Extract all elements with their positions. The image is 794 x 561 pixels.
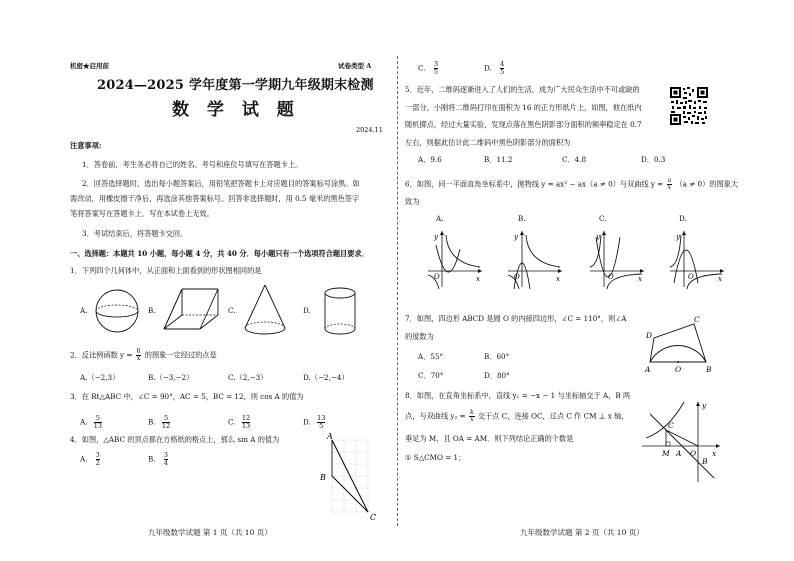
q4-d-den: 5 xyxy=(500,67,505,76)
q6a-axis-y: y xyxy=(434,233,438,241)
q8-line2-b: 交于点 C，连接 OC，过点 C 作 CM ⊥ x 轴， xyxy=(477,411,629,421)
q4-option-a xyxy=(80,452,100,467)
q3-a-frac xyxy=(94,415,102,430)
q6b-axis-y: y xyxy=(514,233,518,241)
q6b-axis-x: x xyxy=(556,275,560,283)
prism-figure xyxy=(160,285,222,337)
q4-b-label: B. xyxy=(148,454,156,464)
q8-fig-label-c: C xyxy=(668,421,674,430)
q3-d-label: D. xyxy=(303,417,311,427)
q3-a-den: 13 xyxy=(93,421,103,430)
q2-fraction-den: x xyxy=(136,355,141,362)
q6a-axis-x: x xyxy=(476,275,480,283)
q3-d-frac xyxy=(317,415,325,430)
page-divider xyxy=(397,56,398,526)
q4-a-num: 3 xyxy=(95,451,100,459)
q6-line-2: 致为 xyxy=(405,197,420,206)
q8-fig-label-x: x xyxy=(712,449,717,458)
q1-option-a-label: A. xyxy=(80,306,88,315)
q7-option-d: D．80° xyxy=(484,371,510,380)
q6-line1-a: 6．如图，同一平面直角坐标系中，抛物线 y = ax² − ax（a ≠ 0）与双曲线 y = xyxy=(405,179,664,189)
q4-a-label: A. xyxy=(80,454,88,464)
q4-a-den: 2 xyxy=(95,458,100,467)
q6-line-1 xyxy=(405,178,738,191)
section-heading: 一、选择题：本题共 10 小题，每小题 4 分，共 40 分．每小题只有一个选项符合题目要求． xyxy=(70,249,369,258)
q7-option-a: A．55° xyxy=(418,352,444,361)
q7-line-2: 的度数为 xyxy=(405,332,434,341)
q3-b-den: 12 xyxy=(161,421,171,430)
q3-b-label: B. xyxy=(148,417,156,427)
q6c-axis-x: x xyxy=(638,275,642,283)
q5-line-4: 左右，则据此估计此二维码中黑色阴影部分的面积为 xyxy=(405,138,571,147)
q4-fig-label-b: B xyxy=(320,473,326,482)
footer-right: 九年级数学试题 第 2 页（共 10 页） xyxy=(520,528,644,537)
q4-c-frac xyxy=(434,61,438,76)
q6-fraction-den: x xyxy=(667,184,672,191)
q4-option-b xyxy=(148,452,168,467)
q6-graph-a xyxy=(424,227,486,291)
q6-graph-d xyxy=(666,227,728,291)
q5-option-d: D．0.3 xyxy=(641,155,666,164)
q8-fraction-num: k xyxy=(469,409,474,416)
q4-option-d xyxy=(484,61,504,76)
q8-fig-label-y: y xyxy=(702,401,707,410)
notes-item-2c: 笔将答案写在答题卡上．写在本试卷上无效。 xyxy=(70,209,214,218)
q3-c-label: C. xyxy=(228,417,236,427)
q7-line-1: 7．如图，四边形 ABCD 是圆 O 的内接四边形，∠C = 110°，则∠A xyxy=(405,314,627,323)
notes-heading: 注意事项: xyxy=(70,141,102,150)
q2-option-b: B.（−3,−2） xyxy=(148,373,194,382)
q2-option-a: A.（−2,3） xyxy=(80,373,120,382)
q5-option-a: A．9.6 xyxy=(418,155,442,164)
q6-graph-c xyxy=(586,227,648,291)
grid-triangle-figure xyxy=(314,430,384,522)
q6d-axis-y: y xyxy=(676,233,680,241)
subject-title: 数 学 试 题 xyxy=(172,100,300,120)
q3-option-d xyxy=(303,415,325,430)
q4-fig-label-a: A xyxy=(327,432,333,441)
q3-c-den: 13 xyxy=(241,421,251,430)
footer-left: 九年级数学试题 第 1 页（共 10 页） xyxy=(148,528,272,537)
q5-line-2: 一部分，小刚将二维码打印在面积为 16 的正方形纸片上，如图，他在纸内 xyxy=(405,103,642,112)
q2-stem-a: 2．反比例函数 y = xyxy=(70,350,133,360)
q3-c-num: 12 xyxy=(241,414,251,422)
q2-fraction-num: 6 xyxy=(136,348,141,355)
q1-option-c-label: C. xyxy=(228,306,236,315)
q4-fig-label-c: C xyxy=(370,513,377,522)
q8-fraction xyxy=(469,410,475,423)
q4-d-num: 4 xyxy=(500,60,505,68)
q6-option-b-label: B. xyxy=(518,214,526,223)
q7-fig-label-d: D xyxy=(646,331,653,340)
q8-fig-label-a: A xyxy=(676,449,682,458)
q7-fig-label-b: B xyxy=(706,365,712,374)
q6a-origin: O xyxy=(434,273,440,281)
q6-graph-b xyxy=(504,227,566,291)
q8-fig-label-b: B xyxy=(702,457,708,466)
q4-c-num: 3 xyxy=(433,60,438,68)
q5-line-1: 5．近年，二维码逐渐进入了人们的生活，成为广大民众生活中不可或缺的 xyxy=(405,85,640,94)
q8-coordinate-figure xyxy=(640,398,724,484)
q3-option-c xyxy=(228,415,250,430)
q7-option-c: C．70° xyxy=(418,371,444,380)
q3-b-num: 5 xyxy=(162,415,170,423)
q7-fig-label-c: C xyxy=(694,315,700,324)
q3-b-frac xyxy=(162,415,170,430)
q2-option-d: D.（−2,−4） xyxy=(303,373,349,382)
q6-fraction-num: a xyxy=(667,177,672,184)
q5-option-c: C．4.8 xyxy=(562,155,587,164)
q8-fig-label-m: M xyxy=(662,449,670,458)
q8-fraction-den: x xyxy=(470,416,474,423)
q3-d-den: 5 xyxy=(319,421,324,430)
paper-type-label: 试卷类型 A xyxy=(338,62,372,70)
q8-fig-label-o: O xyxy=(690,449,697,458)
qr-code-image xyxy=(669,86,709,126)
q7-circle-figure xyxy=(640,310,712,374)
q2-fraction xyxy=(136,349,142,362)
q7-fig-label-o: O xyxy=(675,365,682,374)
q4-b-frac xyxy=(164,452,168,467)
confidential-label: 机密★启用前 xyxy=(70,62,109,70)
q7-option-b: B．60° xyxy=(484,352,510,361)
exam-title: 2024—2025 学年度第一学期九年级期末检测 xyxy=(97,78,374,93)
cylinder-figure xyxy=(322,285,358,339)
q6d-origin: O xyxy=(688,273,694,281)
q4-a-frac xyxy=(96,452,100,467)
q3-a-num: 5 xyxy=(94,415,102,423)
q4-b-num: 3 xyxy=(163,451,169,459)
q3-option-b xyxy=(148,415,170,430)
q1-option-d-label: D. xyxy=(303,306,311,315)
q3-a-label: A. xyxy=(80,417,88,427)
question-4-stem: 4．如图，△ABC 的顶点都在方格纸的格点上，那么 sin A 的值为 xyxy=(70,435,280,444)
q6-line1-b: （a ≠ 0）的图象大 xyxy=(675,179,739,189)
q4-option-c xyxy=(418,61,438,76)
q6-option-d-label: D. xyxy=(679,214,687,223)
q5-option-b: B．11.2 xyxy=(484,155,513,164)
cone-figure xyxy=(242,282,288,338)
notes-item-2b: 需改动，用橡皮擦干净后，再选涂其他答案标号。回答非选择题时，用 0.5 毫米的黑色签字 xyxy=(70,194,360,203)
q7-fig-label-a: A xyxy=(645,365,651,374)
q8-line-2 xyxy=(405,410,629,423)
q4-b-den: 4 xyxy=(163,458,169,467)
q3-d-num: 13 xyxy=(317,414,326,422)
question-1-stem: 1．下列四个几何体中，从正面和上面看到的形状图相同的是 xyxy=(70,266,262,275)
sphere-figure xyxy=(93,287,145,335)
q4-c-den: 5 xyxy=(433,67,438,76)
q6c-origin: O xyxy=(608,273,614,281)
q8-line2-a: 点，与双曲线 y₂ = xyxy=(405,411,466,421)
q2-option-c: C.（2,−3） xyxy=(228,373,268,382)
q4-d-frac xyxy=(500,61,504,76)
notes-item-1: 1．答卷前，考生务必将自己的姓名、考号和座位号填写在答题卡上。 xyxy=(82,160,303,169)
notes-item-3: 3．考试结束后，将答题卡交回。 xyxy=(82,229,188,238)
q6-option-c-label: C. xyxy=(599,214,607,223)
q6d-axis-x: x xyxy=(718,275,722,283)
q8-line-4: ① S△CMO = 1； xyxy=(405,453,466,462)
q8-line-1: 8．如图，在直角坐标系中，直线 y₁ = −x − 1 与坐标轴交于 A，B 两 xyxy=(405,391,631,400)
q6-fraction xyxy=(667,178,673,191)
q6-option-a-label: A. xyxy=(436,214,444,223)
exam-date: 2024.11 xyxy=(356,126,383,134)
q8-line-3: 垂足为 M，且 OA = AM．则下列结论正确的个数是 xyxy=(405,434,574,443)
q4-c-label: C. xyxy=(418,63,426,73)
q6c-axis-y: y xyxy=(596,233,600,241)
question-2-stem xyxy=(70,349,217,362)
question-3-stem: 3．在 Rt△ABC 中，∠C = 90°，AC = 5，BC = 12，则 cos A 的值为 xyxy=(70,392,304,401)
q1-option-b-label: B. xyxy=(148,306,156,315)
q5-line-3: 随机掷点，经过大量实验，发现点落在黑色阴影部分面积的频率稳定在 0.7 xyxy=(405,120,642,129)
q2-stem-b: 的图象一定经过的点是 xyxy=(144,350,217,360)
q6b-origin: O xyxy=(514,273,520,281)
q4-d-label: D. xyxy=(484,63,492,73)
q3-c-frac xyxy=(242,415,250,430)
notes-item-2: 2．回答选择题时，选出每小题答案后，用铅笔把答题卡上对应题目的答案标号涂黑。如 xyxy=(82,179,360,188)
q3-option-a xyxy=(80,415,102,430)
